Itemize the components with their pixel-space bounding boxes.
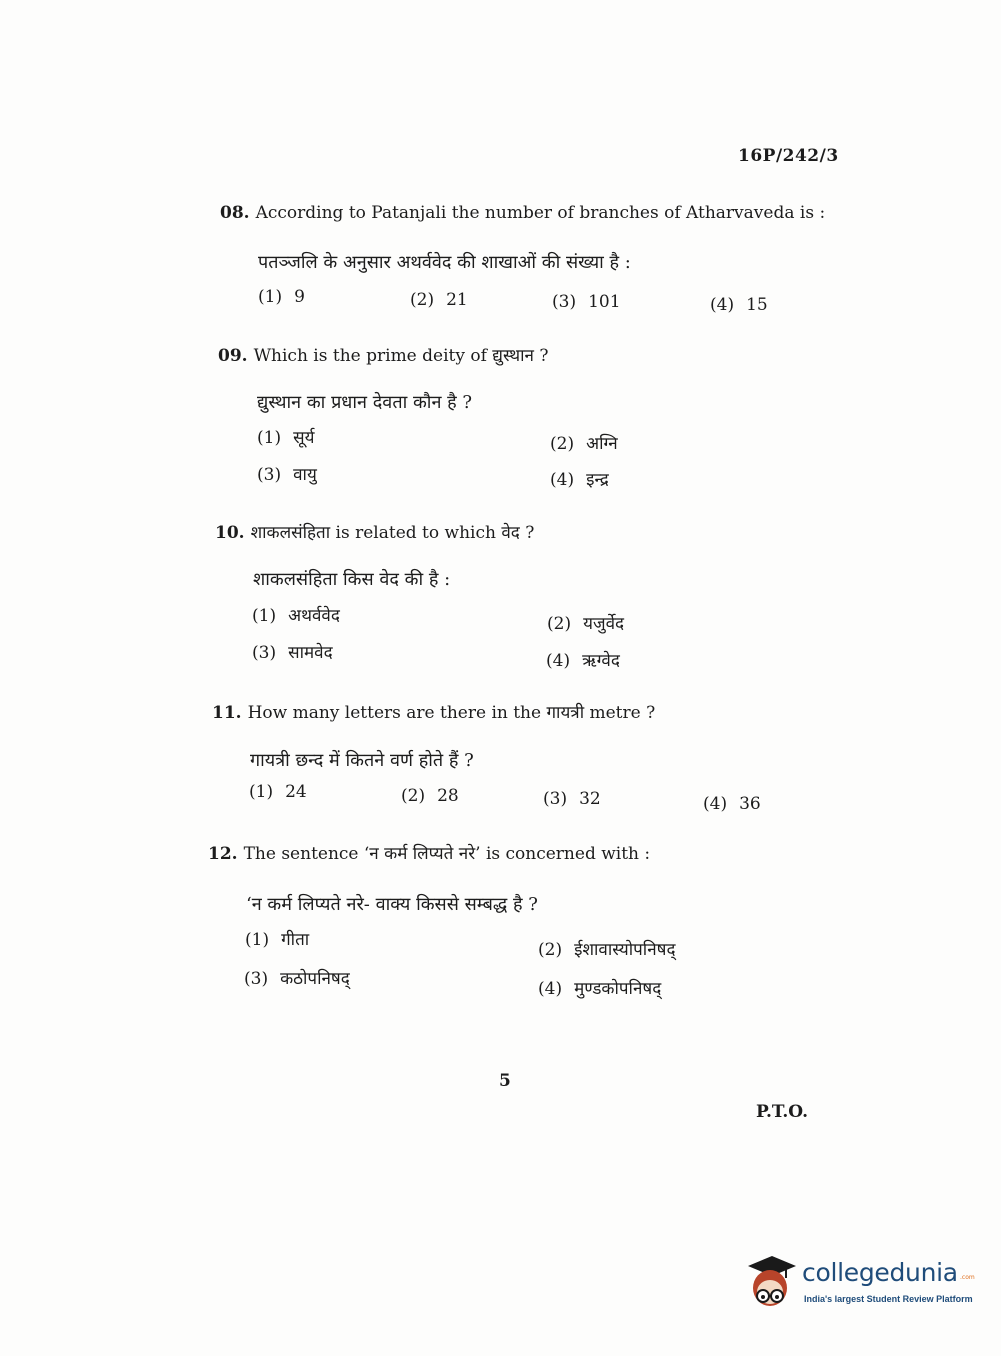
question-number: 08.	[220, 203, 250, 223]
question-english: 08. According to Patanjali the number of branches of Atharvaveda is :	[220, 203, 826, 223]
question-number: 09.	[218, 346, 248, 366]
option-3: (3) 101	[552, 292, 621, 312]
option-3: (3) सामवेद	[252, 643, 333, 663]
pto-label: P.T.O.	[756, 1102, 808, 1122]
question-hindi: पतञ्जलि के अनुसार अथर्ववेद की शाखाओं की संख्या है :	[258, 252, 631, 273]
question-hindi: शाकलसंहिता किस वेद की है :	[253, 569, 451, 590]
logo-wordmark: collegedunia	[802, 1258, 958, 1287]
option-2: (2) ईशावास्योपनिषद्	[538, 940, 676, 960]
option-4: (4) इन्द्र	[550, 470, 609, 490]
option-4: (4) 36	[703, 794, 761, 814]
option-2: (2) अग्नि	[550, 434, 618, 454]
option-3: (3) 32	[543, 789, 601, 809]
option-1: (1) अथर्ववेद	[252, 606, 340, 626]
option-1: (1) 9	[258, 287, 305, 307]
option-1: (1) सूर्य	[257, 428, 315, 448]
question-hindi: गायत्री छन्द में कितने वर्ण होते हैं ?	[250, 750, 474, 771]
option-1: (1) 24	[249, 782, 307, 802]
option-1: (1) गीता	[245, 930, 310, 950]
question-number: 12.	[208, 844, 238, 864]
question-english: 10. शाकलसंहिता is related to which वेद ?	[215, 523, 535, 543]
collegedunia-logo	[742, 1252, 974, 1314]
question-english: 11. How many letters are there in the गायत्री metre ?	[212, 703, 656, 723]
option-4: (4) मुण्डकोपनिषद्	[538, 979, 662, 999]
logo-tagline: India's largest Student Review Platform	[804, 1294, 973, 1304]
option-4: (4) ऋग्वेद	[546, 651, 620, 671]
question-number: 11.	[212, 703, 242, 723]
page-number: 5	[499, 1071, 511, 1091]
option-3: (3) कठोपनिषद्	[244, 969, 350, 989]
option-4: (4) 15	[710, 295, 768, 315]
option-2: (2) 28	[401, 786, 459, 806]
question-hindi: ‘न कर्म लिप्यते नरे- वाक्य किससे सम्बद्ध है ?	[246, 894, 538, 915]
option-2: (2) यजुर्वेद	[547, 614, 625, 634]
option-2: (2) 21	[410, 290, 468, 310]
question-english: 12. The sentence ‘न कर्म लिप्यते नरे’ is concerned with :	[208, 844, 651, 864]
question-english: 09. Which is the prime deity of द्युस्थान ?	[218, 346, 549, 366]
option-3: (3) वायु	[257, 465, 317, 485]
mascot-icon	[742, 1252, 800, 1314]
question-hindi: द्युस्थान का प्रधान देवता कौन है ?	[257, 392, 473, 413]
paper-code: 16P/242/3	[738, 146, 839, 166]
logo-suffix: .com	[960, 1274, 975, 1281]
question-number: 10.	[215, 523, 245, 543]
